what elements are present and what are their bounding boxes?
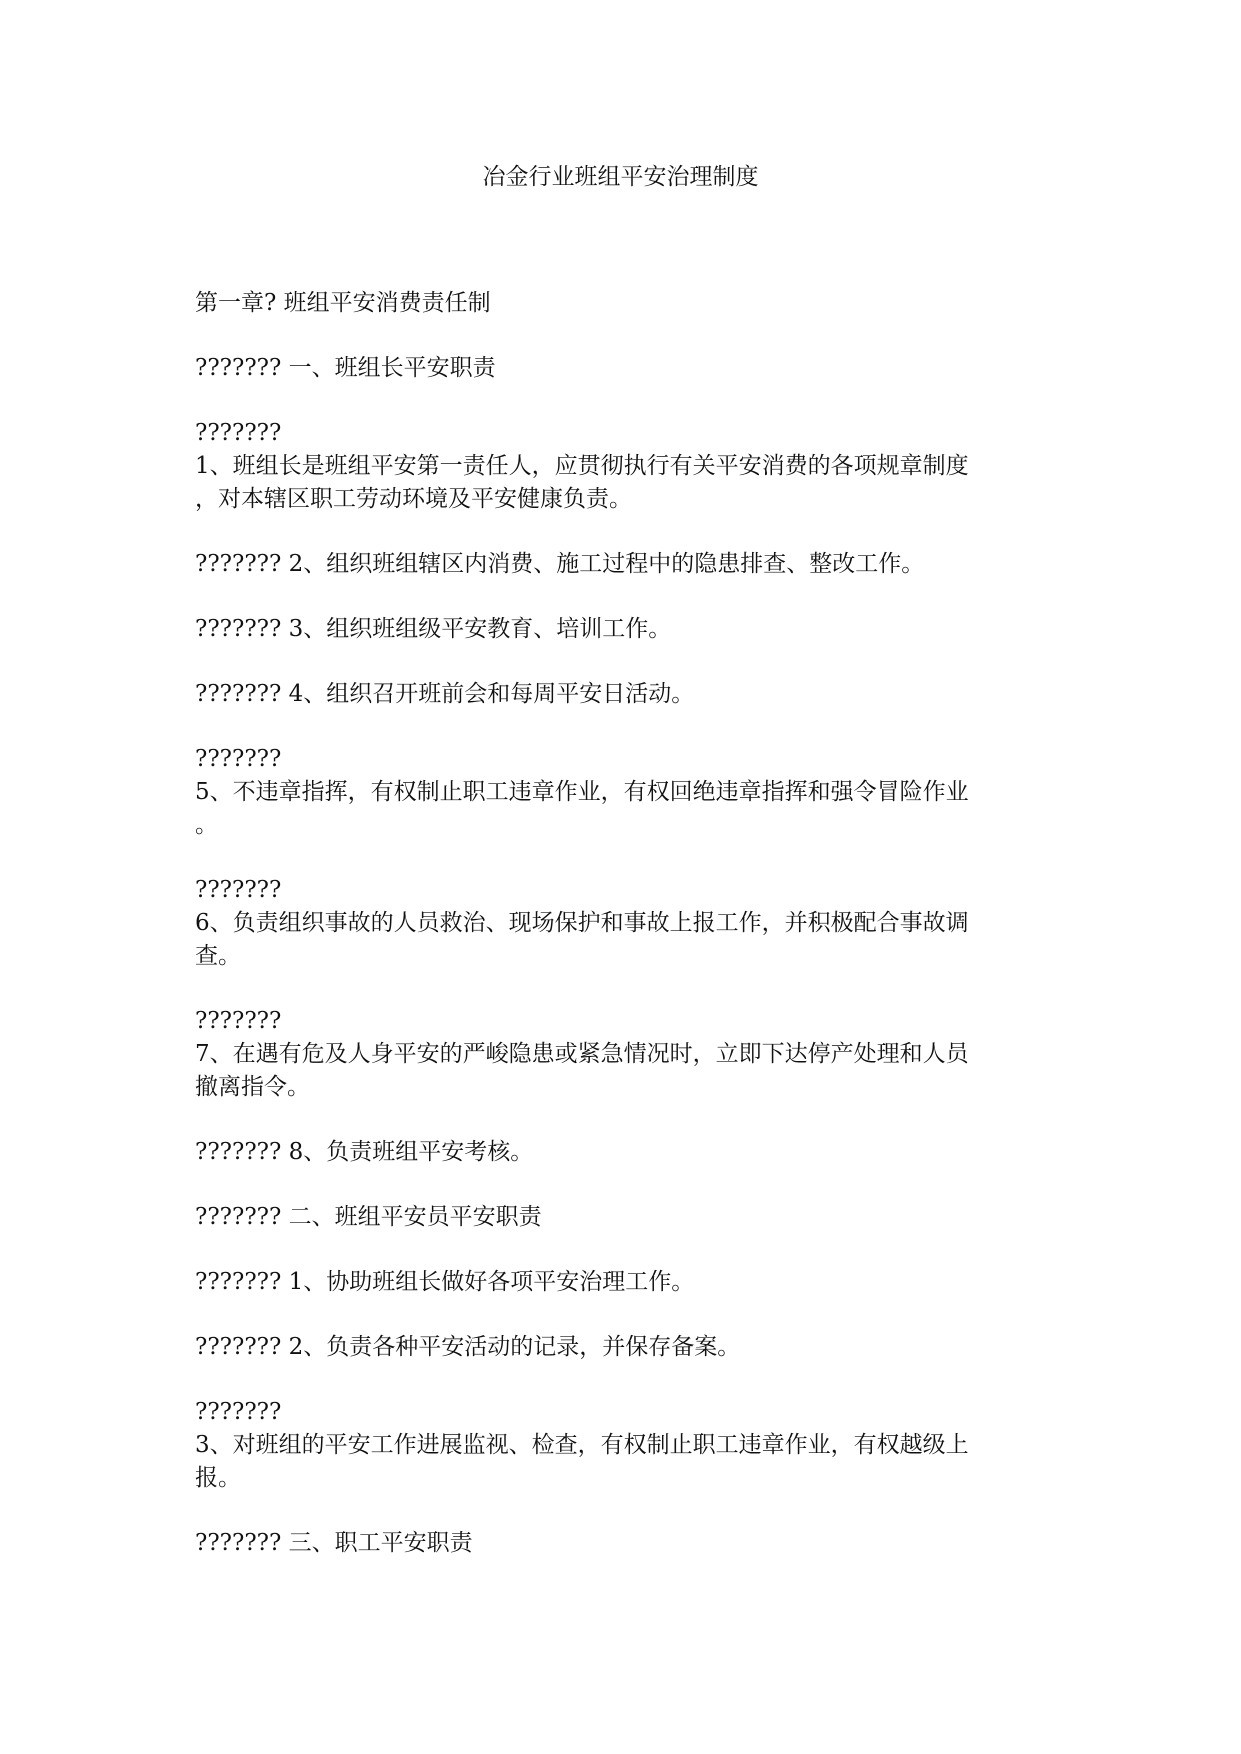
paragraph [195,287,1045,320]
paragraph-line: 3、对班组的平安工作进展监视、检查，有权制止职工违章作业，有权越级上 [195,1432,969,1458]
document-body [195,287,1045,1560]
paragraph [195,613,1045,646]
paragraph [195,1201,1045,1234]
paragraph [195,548,1045,581]
paragraph [195,1136,1045,1169]
paragraph-line: 报。 [195,1465,241,1491]
paragraph-line: 第一章? 班组平安消费责任制 [195,290,491,316]
paragraph [195,1396,1045,1495]
paragraph-line: ??????? [195,746,282,772]
paragraph-line: ??????? 2、组织班组辖区内消费、施工过程中的隐患排查、整改工作。 [195,551,925,577]
paragraph-line: ??????? 2、负责各种平安活动的记录，并保存备案。 [195,1334,741,1360]
paragraph [195,1266,1045,1299]
paragraph [195,1527,1045,1560]
paragraph [195,1005,1045,1104]
paragraph-line: ，对本辖区职工劳动环境及平安健康负责。 [195,486,632,512]
paragraph-line: 。 [195,812,218,838]
paragraph-line: ??????? [195,420,282,446]
paragraph-gap [195,842,1045,874]
paragraph-line: 6、负责组织事故的人员救治、现场保护和事故上报工作，并积极配合事故调 [195,910,969,936]
paragraph-line: 撤离指令。 [195,1074,310,1100]
paragraph-line: 5、不违章指挥，有权制止职工违章作业，有权回绝违章指挥和强令冒险作业 [195,779,969,805]
paragraph-gap [195,711,1045,743]
paragraph-gap [195,646,1045,678]
paragraph [195,352,1045,385]
paragraph [195,678,1045,711]
paragraph-gap [195,581,1045,613]
paragraph [195,417,1045,516]
paragraph-line: ??????? [195,877,282,903]
paragraph-gap [195,1234,1045,1266]
paragraph-gap [195,320,1045,352]
document-title: 冶金行业班组平安治理制度 [482,164,759,190]
paragraph-line: 查。 [195,943,241,969]
paragraph-line: ??????? 4、组织召开班前会和每周平安日活动。 [195,681,695,707]
paragraph-gap [195,1299,1045,1331]
paragraph [195,743,1045,842]
paragraph-line: ??????? [195,1008,282,1034]
paragraph-line: ??????? 一、班组长平安职责 [195,355,496,381]
paragraph-gap [195,1169,1045,1201]
paragraph-gap [195,1104,1045,1136]
paragraph-line: ??????? [195,1399,282,1425]
paragraph-gap [195,973,1045,1005]
paragraph-gap [195,1495,1045,1527]
paragraph-gap [195,516,1045,548]
paragraph-line: 7、在遇有危及人身平安的严峻隐患或紧急情况时，立即下达停产处理和人员 [195,1041,969,1067]
paragraph-line: ??????? 3、组织班组级平安教育、培训工作。 [195,616,672,642]
paragraph-gap [195,385,1045,417]
paragraph-line: 1、班组长是班组平安第一责任人，应贯彻执行有关平安消费的各项规章制度 [195,453,969,479]
paragraph-line: ??????? 8、负责班组平安考核。 [195,1139,534,1165]
paragraph-gap [195,1364,1045,1396]
paragraph [195,874,1045,973]
paragraph [195,1331,1045,1364]
paragraph-line: ??????? 二、班组平安员平安职责 [195,1204,542,1230]
paragraph-line: ??????? 三、职工平安职责 [195,1530,473,1556]
paragraph-line: ??????? 1、协助班组长做好各项平安治理工作。 [195,1269,695,1295]
